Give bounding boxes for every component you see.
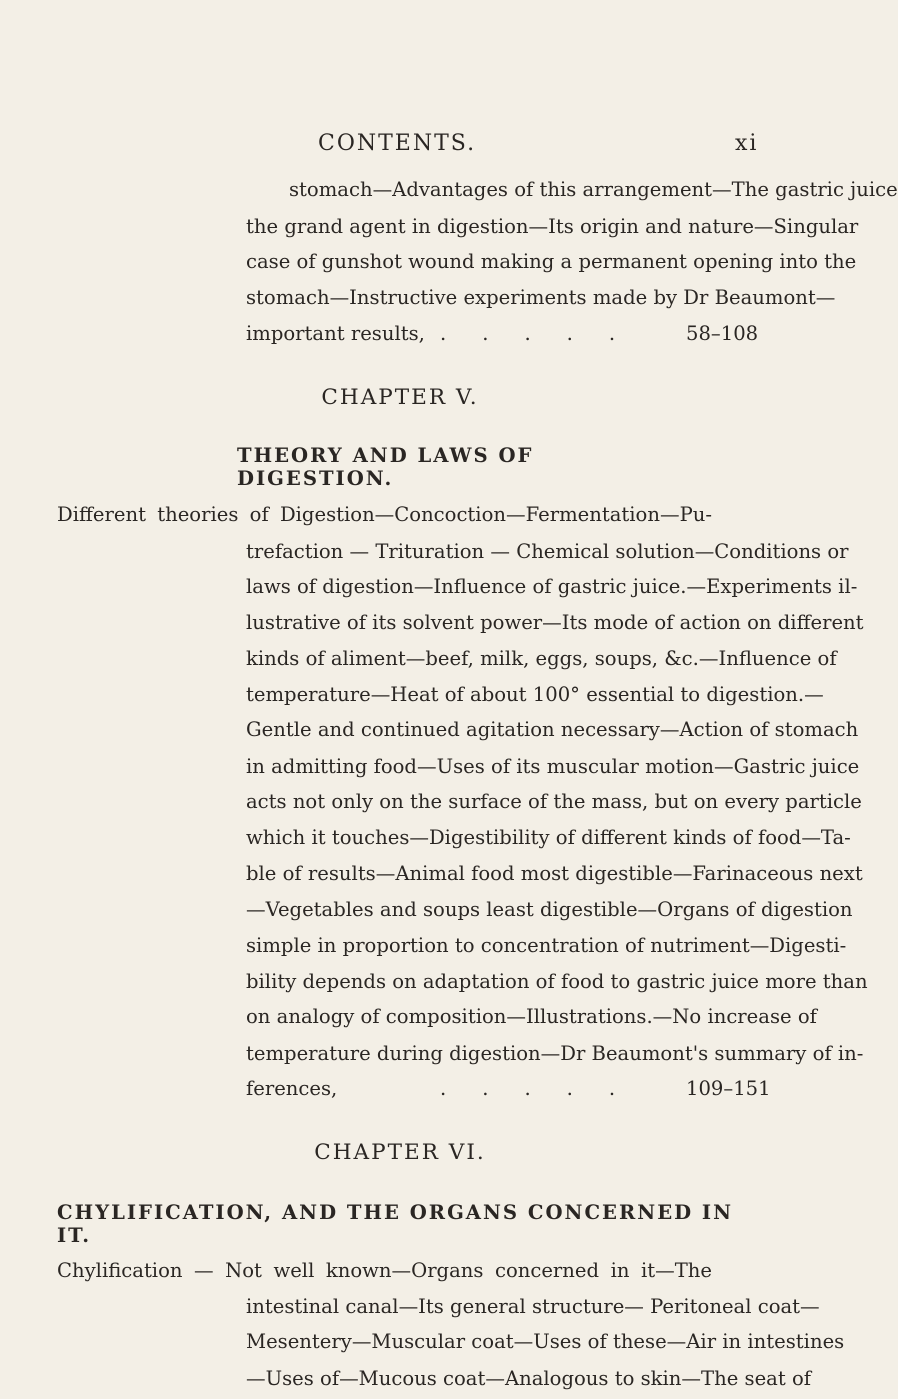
summary-last-line: important results, [246,322,425,345]
page-range: 58–108 [686,322,759,345]
summary-line: trefaction — Trituration — Chemical solution—Conditions or [246,540,849,563]
summary-line: intestinal canal—Its general structure— Peritoneal coat— [246,1295,820,1318]
page-number: xi [735,131,759,156]
leader-dots: ..... [440,1077,652,1100]
summary-line: laws of digestion—Influence of gastric juice.—Experiments il- [246,575,858,598]
summary-last-line: ferences, [246,1077,338,1100]
summary-line: Gentle and continued agitation necessary—Action of stomach [246,718,859,741]
running-title: CONTENTS. [318,131,477,156]
chapter-vi-heading: CHAPTER VI. [314,1140,486,1165]
summary-line: the grand agent in digestion—Its origin and nature—Singular [246,215,859,238]
summary-line: temperature—Heat of about 100° essential to digestion.— [246,683,824,706]
summary-line: stomach—Advantages of this arrangement—The gastric juice [289,178,898,201]
summary-line: kinds of aliment—beef, milk, eggs, soups, &c.—Influence of [246,647,837,670]
summary-line: simple in proportion to concentration of nutriment—Digesti- [246,934,847,957]
summary-line: ble of results—Animal food most digestible—Farinaceous next [246,862,863,885]
chapter-vi-subtitle: CHYLIFICATION, AND THE ORGANS CONCERNED IN IT. [57,1201,734,1247]
running-head [0,131,800,171]
summary-line: Chylification — Not well known—Organs concerned in it—The [57,1259,712,1282]
summary-line: —Uses of—Mucous coat—Analogous to skin—The seat of [246,1367,812,1390]
summary-line: which it touches—Digestibility of different kinds of food—Ta- [246,826,851,849]
summary-line: stomach—Instructive experiments made by Dr Beaumont— [246,286,836,309]
summary-line: —Vegetables and soups least digestible—Organs of digestion [246,898,853,921]
summary-line: case of gunshot wound making a permanent opening into the [246,250,857,273]
summary-line: Different theories of Digestion—Concoction—Fermentation—Pu- [57,503,712,526]
summary-line: lustrative of its solvent power—Its mode of action on different [246,611,864,634]
summary-line: bility depends on adaptation of food to gastric juice more than [246,970,868,993]
chapter-v-subtitle: THEORY AND LAWS OF DIGESTION. [237,444,534,490]
summary-line: temperature during digestion—Dr Beaumont's summary of in- [246,1042,864,1065]
summary-line: acts not only on the surface of the mass, but on every particle [246,790,862,813]
leader-dots: ..... [440,322,652,345]
summary-line: Mesentery—Muscular coat—Uses of these—Air in intestines [246,1330,845,1353]
page-range: 109–151 [686,1077,771,1100]
chapter-v-heading: CHAPTER V. [321,385,479,410]
summary-line: in admitting food—Uses of its muscular motion—Gastric juice [246,755,860,778]
summary-line: on analogy of composition—Illustrations.—No increase of [246,1005,817,1028]
